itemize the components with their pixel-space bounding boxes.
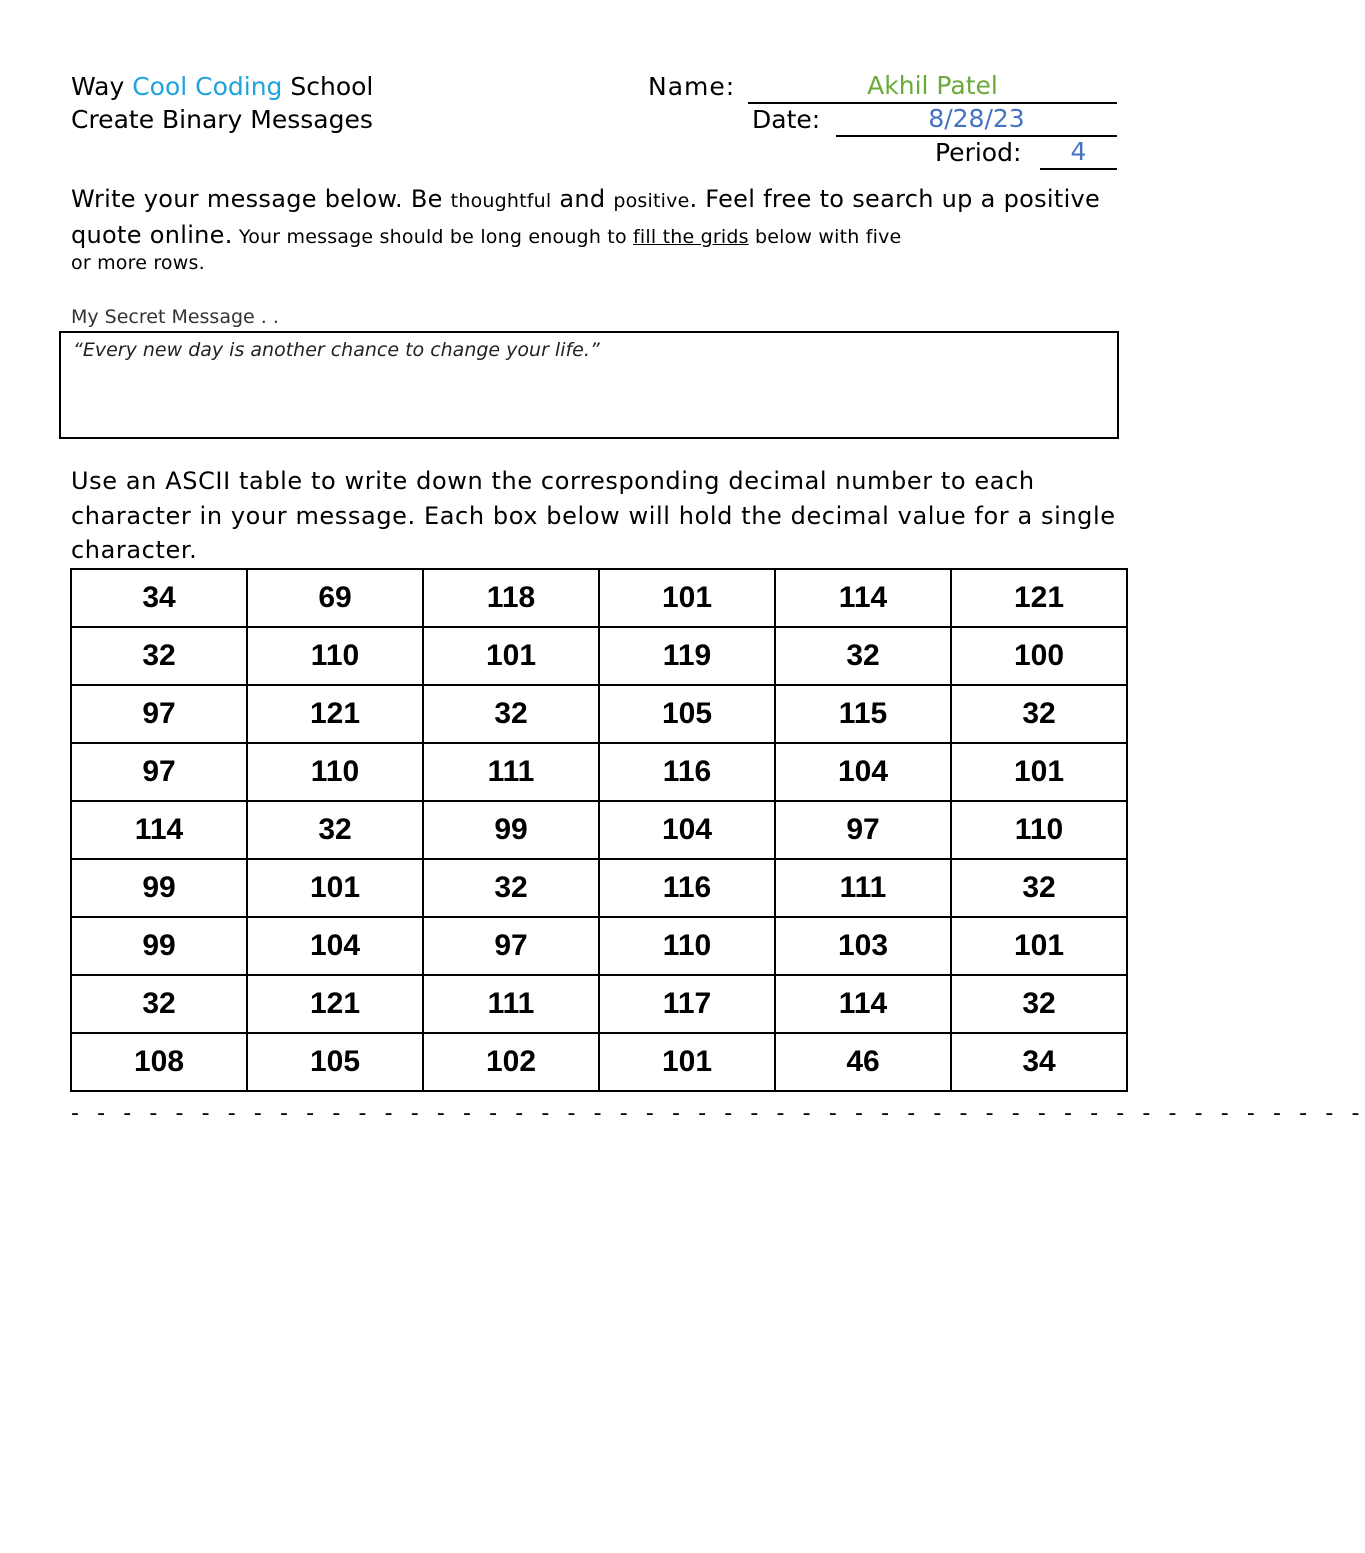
date-field[interactable]: 8/28/23	[836, 103, 1117, 137]
grid-cell[interactable]: 102	[423, 1033, 599, 1091]
grid-cell[interactable]: 121	[247, 685, 423, 743]
cut-line: - - - - - - - - - - - - - - - - - - - - - - - - - - - - - - - - - - - - - - - - - - - - - - - - - -	[71, 1101, 1365, 1126]
grid-cell[interactable]: 101	[423, 627, 599, 685]
grid-cell[interactable]: 111	[423, 743, 599, 801]
grid-cell[interactable]: 32	[247, 801, 423, 859]
grid-cell[interactable]: 103	[775, 917, 951, 975]
grid-cell[interactable]: 121	[247, 975, 423, 1033]
grid-cell[interactable]: 119	[599, 627, 775, 685]
grid-cell[interactable]: 32	[775, 627, 951, 685]
message-instructions-line2: or more rows.	[71, 252, 205, 274]
grid-cell[interactable]: 114	[71, 801, 247, 859]
grid-cell[interactable]: 104	[599, 801, 775, 859]
grid-row	[71, 801, 1127, 859]
fill-grids-emphasis: fill the grids	[633, 226, 749, 248]
grid-cell[interactable]: 104	[247, 917, 423, 975]
grid-row	[71, 569, 1127, 627]
grid-cell[interactable]: 110	[951, 801, 1127, 859]
grid-cell[interactable]: 32	[423, 859, 599, 917]
school-name-accent: Cool Coding	[132, 72, 283, 101]
grid-cell[interactable]: 32	[951, 685, 1127, 743]
name-field[interactable]: Akhil Patel	[748, 70, 1117, 104]
grid-cell[interactable]: 100	[951, 627, 1127, 685]
grid-row	[71, 685, 1127, 743]
grid-row	[71, 917, 1127, 975]
grid-cell[interactable]: 34	[71, 569, 247, 627]
grid-cell[interactable]: 121	[951, 569, 1127, 627]
grid-cell[interactable]: 116	[599, 743, 775, 801]
grid-cell[interactable]: 101	[247, 859, 423, 917]
secret-message-text: “Every new day is another chance to change your life.”	[73, 339, 600, 361]
secret-message-box[interactable]	[59, 331, 1119, 439]
grid-cell[interactable]: 118	[423, 569, 599, 627]
grid-cell[interactable]: 111	[423, 975, 599, 1033]
grid-cell[interactable]: 32	[423, 685, 599, 743]
grid-cell[interactable]: 115	[775, 685, 951, 743]
decimal-grid	[70, 568, 1128, 1092]
date-label: Date:	[752, 105, 821, 134]
grid-cell[interactable]: 101	[951, 743, 1127, 801]
message-instructions: Write your message below. Be thoughtful and positive. Feel free to search up a positive quote online. Your message should be long enough to fill the grids below with five	[71, 185, 1101, 249]
grid-cell[interactable]: 117	[599, 975, 775, 1033]
grid-cell[interactable]: 32	[951, 859, 1127, 917]
grid-row	[71, 1033, 1127, 1091]
grid-cell[interactable]: 69	[247, 569, 423, 627]
grid-cell[interactable]: 101	[599, 1033, 775, 1091]
grid-row	[71, 975, 1127, 1033]
grid-cell[interactable]: 34	[951, 1033, 1127, 1091]
grid-cell[interactable]: 46	[775, 1033, 951, 1091]
name-label: Name:	[648, 72, 736, 101]
grid-cell[interactable]: 116	[599, 859, 775, 917]
grid-cell[interactable]: 99	[71, 859, 247, 917]
school-name: Way Cool Coding School	[71, 72, 374, 101]
grid-cell[interactable]: 105	[599, 685, 775, 743]
grid-cell[interactable]: 32	[71, 975, 247, 1033]
grid-row	[71, 743, 1127, 801]
grid-cell[interactable]: 110	[599, 917, 775, 975]
grid-row	[71, 859, 1127, 917]
grid-row	[71, 627, 1127, 685]
grid-cell[interactable]: 104	[775, 743, 951, 801]
grid-cell[interactable]: 32	[951, 975, 1127, 1033]
grid-cell[interactable]: 110	[247, 743, 423, 801]
grid-cell[interactable]: 97	[71, 685, 247, 743]
ascii-instructions: Use an ASCII table to write down the corresponding decimal number to each character in your message. Each box below will hold the decimal value for a single character.	[71, 467, 1116, 564]
grid-cell[interactable]: 111	[775, 859, 951, 917]
grid-cell[interactable]: 97	[71, 743, 247, 801]
grid-cell[interactable]: 108	[71, 1033, 247, 1091]
worksheet-subtitle: Create Binary Messages	[71, 105, 373, 134]
grid-cell[interactable]: 114	[775, 569, 951, 627]
grid-cell[interactable]: 101	[599, 569, 775, 627]
secret-message-label: My Secret Message . .	[71, 306, 279, 328]
grid-cell[interactable]: 97	[775, 801, 951, 859]
grid-cell[interactable]: 97	[423, 917, 599, 975]
grid-cell[interactable]: 99	[71, 917, 247, 975]
grid-cell[interactable]: 105	[247, 1033, 423, 1091]
grid-cell[interactable]: 32	[71, 627, 247, 685]
grid-cell[interactable]: 110	[247, 627, 423, 685]
period-label: Period:	[935, 138, 1022, 167]
period-field[interactable]: 4	[1040, 136, 1117, 170]
grid-cell[interactable]: 101	[951, 917, 1127, 975]
grid-cell[interactable]: 99	[423, 801, 599, 859]
grid-cell[interactable]: 114	[775, 975, 951, 1033]
